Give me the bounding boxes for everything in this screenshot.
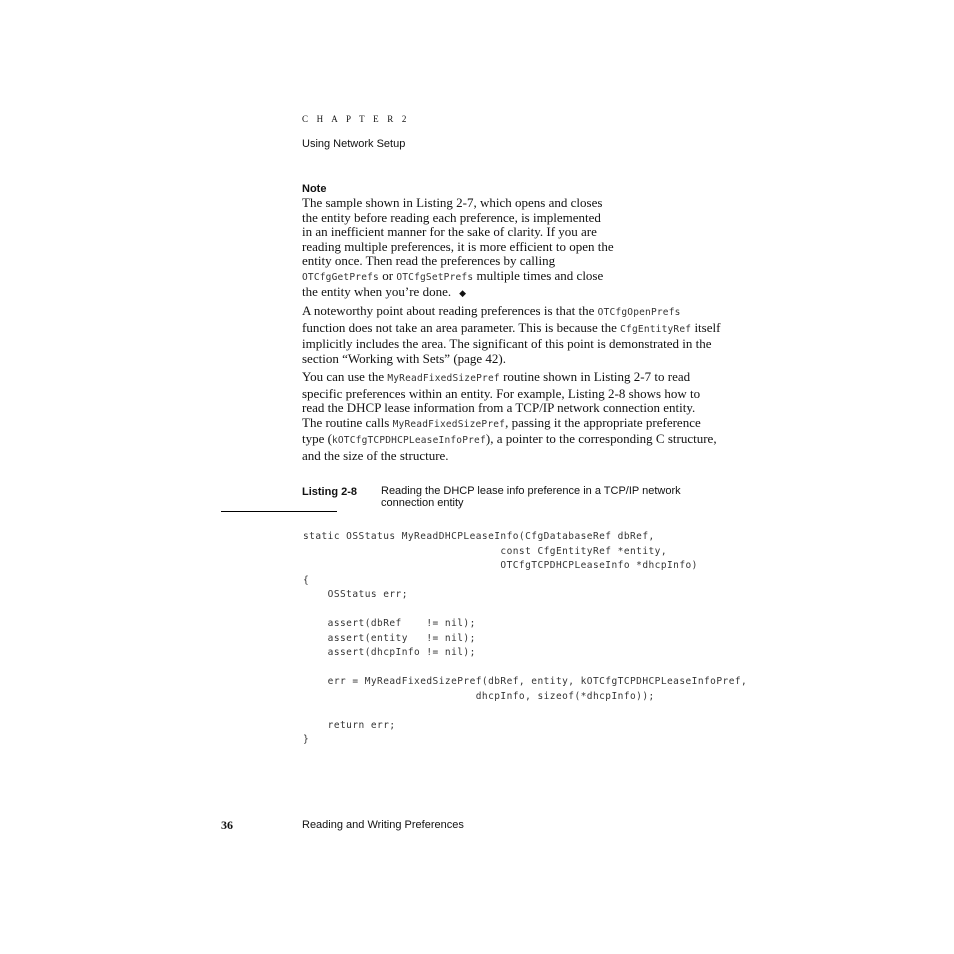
code-listing: static OSStatus MyReadDHCPLeaseInfo(CfgDatabaseRef dbRef, const CfgEntityRef *entity, OTCfgTCPDHCPLeaseInfo *dhcpInfo) { OSStatus err; assert(dbRef != nil); assert(entity != nil); assert(dhcpInfo != nil); err = MyReadFixedSizePref(dbRef, entity, kOTCfgTCPDHCPLeaseInfoPref, dhcpInfo, sizeof(*dhcpInfo)); return err; } xyxy=(303,531,748,745)
paragraph-text: ), a pointer to the corresponding C structure, xyxy=(485,431,717,446)
running-header: Using Network Setup xyxy=(302,138,406,150)
inline-code: MyReadFixedSizePref xyxy=(392,418,506,430)
inline-code: MyReadFixedSizePref xyxy=(387,373,500,384)
paragraph-text: , passing it the appropriate preference xyxy=(505,414,701,430)
listing-label: Listing 2-8 xyxy=(302,486,358,498)
paragraph-text: The routine calls xyxy=(302,414,393,430)
note-line: the entity before reading each preference, is implemented xyxy=(302,209,601,225)
paragraph-text: type ( xyxy=(302,431,332,446)
note-line: The sample shown in Listing 2-7, which opens and closes xyxy=(302,195,603,210)
note-line: entity once. Then read the preferences by calling xyxy=(302,253,556,268)
note-title: Note xyxy=(302,183,327,195)
paragraph-line: read the DHCP lease information from a TCP/IP network connection entity. xyxy=(302,400,696,415)
paragraph-line: implicitly includes the area. The significant of this point is demonstrated in the xyxy=(302,336,712,351)
paragraph-line: and the size of the structure. xyxy=(302,447,449,463)
chapter-label: C H A P T E R 2 xyxy=(302,114,410,124)
paragraph-text: itself xyxy=(691,319,721,335)
note-body xyxy=(302,196,622,302)
inline-code: CfgEntityRef xyxy=(620,323,692,335)
footer-title: Reading and Writing Preferences xyxy=(302,819,464,831)
diamond-icon: ◆ xyxy=(459,289,467,299)
paragraph-line: section “Working with Sets” (page 42). xyxy=(302,350,507,366)
note-line xyxy=(302,269,622,286)
paragraph-line: specific preferences within an entity. For example, Listing 2-8 shows how to xyxy=(302,385,701,401)
page-number: 36 xyxy=(221,818,233,832)
inline-code: kOTCfgTCPDHCPLeaseInfoPref xyxy=(331,435,486,446)
listing-rule xyxy=(221,511,337,512)
note-line: in an inefficient manner for the sake of clarity. If you are xyxy=(302,224,597,239)
note-box xyxy=(302,182,622,302)
paragraph-line xyxy=(302,321,732,338)
paragraph-text: function does not take an area parameter. This is because the xyxy=(302,319,621,335)
paragraph-line xyxy=(302,432,732,449)
paragraph-line xyxy=(302,416,732,433)
paragraph-text: A noteworthy point about reading preferences is that the xyxy=(302,303,598,318)
note-text: the entity when you’re done. xyxy=(302,284,452,299)
note-line xyxy=(302,285,622,302)
paragraph-text: routine shown in Listing 2-7 to read xyxy=(499,369,691,384)
listing-caption: Reading the DHCP lease info preference in a TCP/IP network connection entity xyxy=(381,485,681,509)
paragraph-line xyxy=(302,304,732,321)
paragraph-text: You can use the xyxy=(302,369,388,384)
note-line: reading multiple preferences, it is more efficient to open the xyxy=(302,238,614,254)
paragraph-read-fixed-size xyxy=(302,370,732,463)
inline-code: OTCfgGetPrefs xyxy=(302,271,379,283)
paragraph-line xyxy=(302,370,732,387)
inline-code: OTCfgSetPrefs xyxy=(396,271,474,283)
note-text: or xyxy=(378,267,397,283)
inline-code: OTCfgOpenPrefs xyxy=(597,307,681,318)
paragraph-area-parameter xyxy=(302,304,732,366)
note-text: multiple times and close xyxy=(473,267,604,283)
